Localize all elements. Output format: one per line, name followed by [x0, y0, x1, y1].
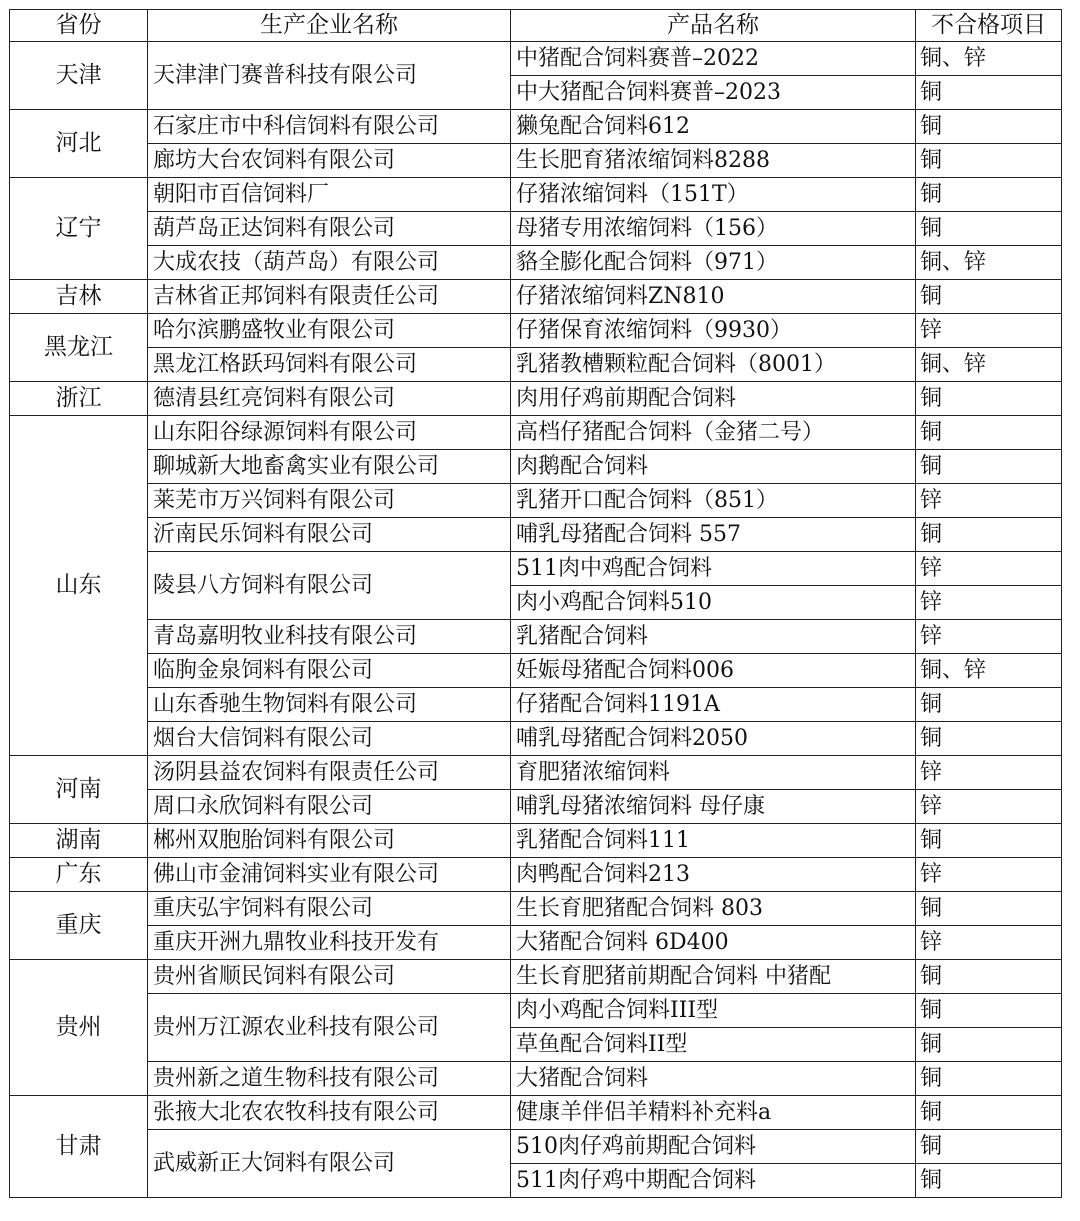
- table-row: [10, 620, 1062, 654]
- failed-item-cell: 铜: [916, 1164, 1062, 1198]
- document: [9, 9, 1062, 1198]
- failed-item-cell: 锌: [916, 552, 1062, 586]
- company-cell: 吉林省正邦饲料有限责任公司: [148, 280, 511, 314]
- failed-item-cell: 铜: [916, 1096, 1062, 1130]
- province-cell: 河北: [10, 110, 148, 178]
- table-header-row: [10, 10, 1062, 42]
- failed-item-cell: 铜、锌: [916, 42, 1062, 76]
- province-cell: 贵州: [10, 960, 148, 1096]
- product-cell: 大猪配合饲料: [511, 1062, 916, 1096]
- table-body: [10, 42, 1062, 1198]
- product-cell: 肉鹅配合饲料: [511, 450, 916, 484]
- product-cell: 乳猪教槽颗粒配合饲料（8001）: [511, 348, 916, 382]
- failed-item-cell: 铜、锌: [916, 348, 1062, 382]
- header-failed-item: 不合格项目: [916, 10, 1062, 42]
- product-cell: 仔猪配合饲料1191A: [511, 688, 916, 722]
- table-row: [10, 416, 1062, 450]
- product-cell: 肉鸭配合饲料213: [511, 858, 916, 892]
- product-cell: 肉小鸡配合饲料510: [511, 586, 916, 620]
- table-row: [10, 450, 1062, 484]
- failed-item-cell: 铜: [916, 212, 1062, 246]
- table-row: [10, 246, 1062, 280]
- failed-item-cell: 锌: [916, 926, 1062, 960]
- company-cell: 沂南民乐饲料有限公司: [148, 518, 511, 552]
- table-row: [10, 314, 1062, 348]
- company-cell: 烟台大信饲料有限公司: [148, 722, 511, 756]
- product-cell: 高档仔猪配合饲料（金猪二号）: [511, 416, 916, 450]
- failed-item-cell: 锌: [916, 586, 1062, 620]
- failed-item-cell: 锌: [916, 484, 1062, 518]
- product-cell: 乳猪配合饲料111: [511, 824, 916, 858]
- table-row: [10, 892, 1062, 926]
- failed-item-cell: 锌: [916, 620, 1062, 654]
- company-cell: 汤阴县益农饲料有限责任公司: [148, 756, 511, 790]
- province-cell: 甘肃: [10, 1096, 148, 1198]
- table-row: [10, 722, 1062, 756]
- province-cell: 浙江: [10, 382, 148, 416]
- province-cell: 重庆: [10, 892, 148, 960]
- product-cell: 511肉仔鸡中期配合饲料: [511, 1164, 916, 1198]
- product-cell: 乳猪开口配合饲料（851）: [511, 484, 916, 518]
- company-cell: 周口永欣饲料有限公司: [148, 790, 511, 824]
- product-cell: 哺乳母猪浓缩饲料 母仔康: [511, 790, 916, 824]
- failed-item-cell: 铜: [916, 178, 1062, 212]
- failed-item-cell: 铜: [916, 518, 1062, 552]
- company-cell: 佛山市金浦饲料实业有限公司: [148, 858, 511, 892]
- table-row: [10, 382, 1062, 416]
- product-cell: 哺乳母猪配合饲料 557: [511, 518, 916, 552]
- company-cell: 葫芦岛正达饲料有限公司: [148, 212, 511, 246]
- failed-item-cell: 铜: [916, 280, 1062, 314]
- failed-item-cell: 铜、锌: [916, 654, 1062, 688]
- table-row: [10, 1130, 1062, 1164]
- product-cell: 生长育肥猪前期配合饲料 中猪配: [511, 960, 916, 994]
- company-cell: 莱芜市万兴饲料有限公司: [148, 484, 511, 518]
- table-row: [10, 790, 1062, 824]
- failed-item-cell: 铜: [916, 994, 1062, 1028]
- table-row: [10, 756, 1062, 790]
- product-cell: 貉全膨化配合饲料（971）: [511, 246, 916, 280]
- failed-item-cell: 铜: [916, 1130, 1062, 1164]
- table-row: [10, 110, 1062, 144]
- table-row: [10, 654, 1062, 688]
- company-cell: 哈尔滨鹏盛牧业有限公司: [148, 314, 511, 348]
- company-cell: 郴州双胞胎饲料有限公司: [148, 824, 511, 858]
- failed-item-cell: 锌: [916, 314, 1062, 348]
- failed-item-cell: 铜: [916, 824, 1062, 858]
- product-cell: 草鱼配合饲料II型: [511, 1028, 916, 1062]
- province-cell: 黑龙江: [10, 314, 148, 382]
- table-row: [10, 42, 1062, 76]
- product-cell: 母猪专用浓缩饲料（156）: [511, 212, 916, 246]
- province-cell: 辽宁: [10, 178, 148, 280]
- province-cell: 湖南: [10, 824, 148, 858]
- failed-item-cell: 铜: [916, 722, 1062, 756]
- table-row: [10, 994, 1062, 1028]
- company-cell: 德清县红亮饲料有限公司: [148, 382, 511, 416]
- header-company: 生产企业名称: [148, 10, 511, 42]
- product-cell: 妊娠母猪配合饲料006: [511, 654, 916, 688]
- table-row: [10, 926, 1062, 960]
- company-cell: 黑龙江格跃玛饲料有限公司: [148, 348, 511, 382]
- failed-item-cell: 铜: [916, 76, 1062, 110]
- table-row: [10, 348, 1062, 382]
- product-cell: 健康羊伴侣羊精料补充料a: [511, 1096, 916, 1130]
- product-cell: 仔猪浓缩饲料（151T）: [511, 178, 916, 212]
- province-cell: 山东: [10, 416, 148, 756]
- company-cell: 贵州万江源农业科技有限公司: [148, 994, 511, 1062]
- table-row: [10, 1096, 1062, 1130]
- table-row: [10, 858, 1062, 892]
- failed-item-cell: 铜: [916, 382, 1062, 416]
- table-row: [10, 1062, 1062, 1096]
- company-cell: 石家庄市中科信饲料有限公司: [148, 110, 511, 144]
- province-cell: 河南: [10, 756, 148, 824]
- province-cell: 吉林: [10, 280, 148, 314]
- failed-item-cell: 铜: [916, 110, 1062, 144]
- failed-item-cell: 铜: [916, 960, 1062, 994]
- company-cell: 贵州新之道生物科技有限公司: [148, 1062, 511, 1096]
- product-cell: 510肉仔鸡前期配合饲料: [511, 1130, 916, 1164]
- product-cell: 仔猪浓缩饲料ZN810: [511, 280, 916, 314]
- product-cell: 511肉中鸡配合饲料: [511, 552, 916, 586]
- product-cell: 乳猪配合饲料: [511, 620, 916, 654]
- company-cell: 重庆开洲九鼎牧业科技开发有: [148, 926, 511, 960]
- failed-item-cell: 铜: [916, 1028, 1062, 1062]
- table-row: [10, 518, 1062, 552]
- table-row: [10, 960, 1062, 994]
- failed-item-cell: 锌: [916, 858, 1062, 892]
- company-cell: 山东香驰生物饲料有限公司: [148, 688, 511, 722]
- company-cell: 山东阳谷绿源饲料有限公司: [148, 416, 511, 450]
- company-cell: 天津津门赛普科技有限公司: [148, 42, 511, 110]
- company-cell: 聊城新大地畜禽实业有限公司: [148, 450, 511, 484]
- company-cell: 张掖大北农农牧科技有限公司: [148, 1096, 511, 1130]
- product-cell: 肉小鸡配合饲料III型: [511, 994, 916, 1028]
- header-product: 产品名称: [511, 10, 916, 42]
- product-cell: 獭兔配合饲料612: [511, 110, 916, 144]
- table-row: [10, 280, 1062, 314]
- table-row: [10, 178, 1062, 212]
- failed-item-cell: 锌: [916, 756, 1062, 790]
- company-cell: 廊坊大台农饲料有限公司: [148, 144, 511, 178]
- product-cell: 大猪配合饲料 6D400: [511, 926, 916, 960]
- company-cell: 贵州省顺民饲料有限公司: [148, 960, 511, 994]
- product-cell: 哺乳母猪配合饲料2050: [511, 722, 916, 756]
- table-row: [10, 144, 1062, 178]
- table-row: [10, 688, 1062, 722]
- table-row: [10, 484, 1062, 518]
- company-cell: 临朐金泉饲料有限公司: [148, 654, 511, 688]
- province-cell: 天津: [10, 42, 148, 110]
- company-cell: 陵县八方饲料有限公司: [148, 552, 511, 620]
- table-row: [10, 552, 1062, 586]
- failed-item-cell: 铜: [916, 416, 1062, 450]
- product-cell: 中大猪配合饲料赛普–2023: [511, 76, 916, 110]
- failed-item-cell: 铜、锌: [916, 246, 1062, 280]
- header-province: 省份: [10, 10, 148, 42]
- product-cell: 仔猪保育浓缩饲料（9930）: [511, 314, 916, 348]
- company-cell: 重庆弘宇饲料有限公司: [148, 892, 511, 926]
- company-cell: 青岛嘉明牧业科技有限公司: [148, 620, 511, 654]
- province-cell: 广东: [10, 858, 148, 892]
- company-cell: 武威新正大饲料有限公司: [148, 1130, 511, 1198]
- company-cell: 大成农技（葫芦岛）有限公司: [148, 246, 511, 280]
- failed-item-cell: 铜: [916, 144, 1062, 178]
- product-cell: 生长肥育猪浓缩饲料8288: [511, 144, 916, 178]
- product-cell: 中猪配合饲料赛普–2022: [511, 42, 916, 76]
- product-cell: 育肥猪浓缩饲料: [511, 756, 916, 790]
- failed-item-cell: 铜: [916, 1062, 1062, 1096]
- product-cell: 生长育肥猪配合饲料 803: [511, 892, 916, 926]
- failed-item-cell: 铜: [916, 450, 1062, 484]
- product-cell: 肉用仔鸡前期配合饲料: [511, 382, 916, 416]
- table-row: [10, 824, 1062, 858]
- failed-item-cell: 锌: [916, 790, 1062, 824]
- failed-item-cell: 铜: [916, 688, 1062, 722]
- company-cell: 朝阳市百信饲料厂: [148, 178, 511, 212]
- unqualified-feed-table: [9, 9, 1062, 1198]
- table-row: [10, 212, 1062, 246]
- failed-item-cell: 铜: [916, 892, 1062, 926]
